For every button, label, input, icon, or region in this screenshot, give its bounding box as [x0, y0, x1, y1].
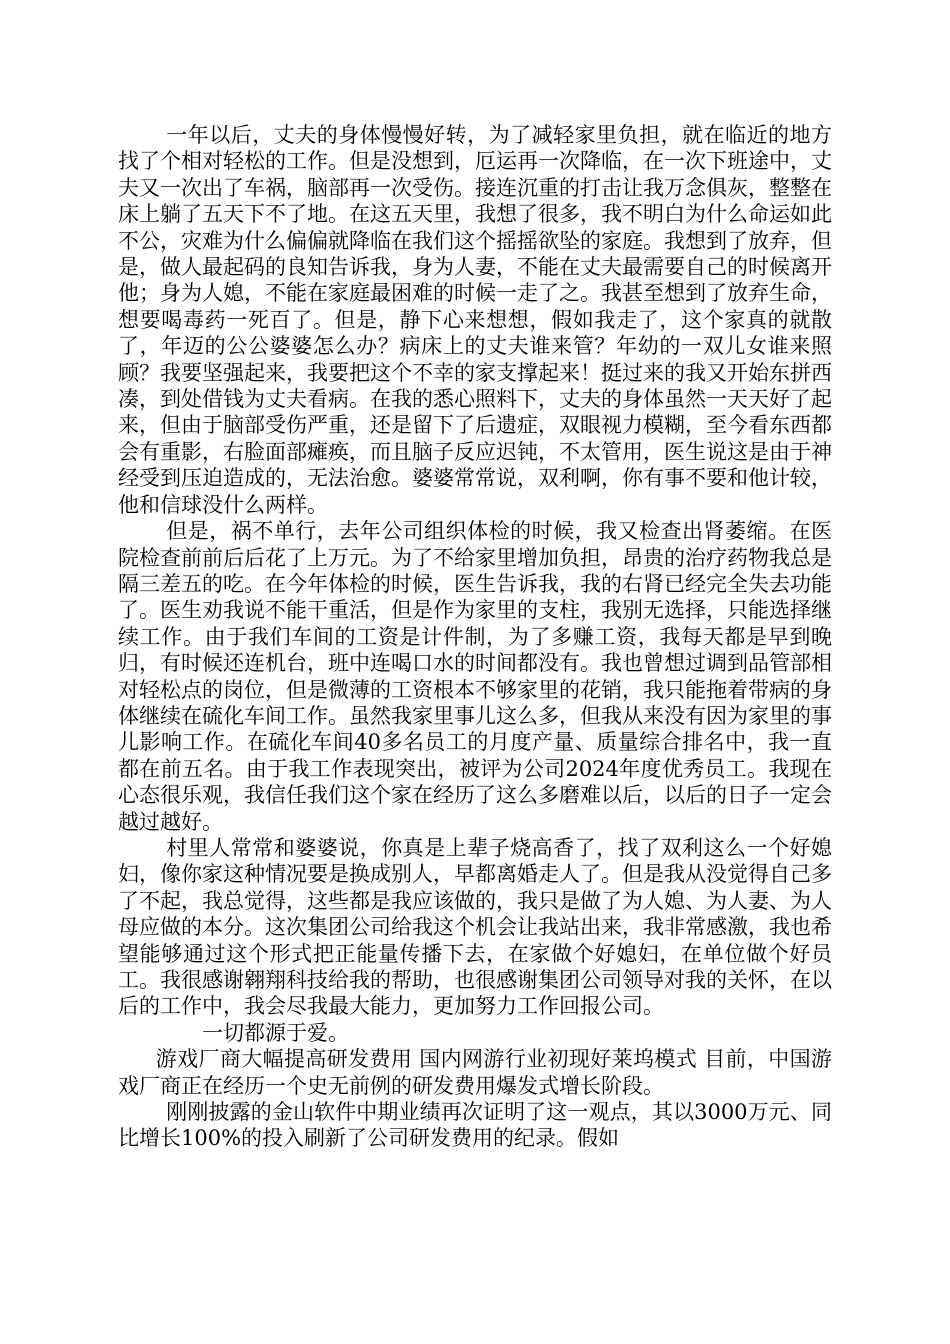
paragraph-kingsoft-results: 刚刚披露的金山软件中期业绩再次证明了这一观点，其以3000万元、同比增长100%的投入刷新了公司研发费用的纪录。假如 — [118, 1100, 832, 1151]
paragraph-game-industry-headline: 游戏厂商大幅提高研发费用 国内网游行业初现好莱坞模式 目前，中国游戏厂商正在经历一个史无前例的研发费用爆发式增长阶段。 — [118, 1047, 832, 1098]
paragraph-husband-accident: 一年以后，丈夫的身体慢慢好转，为了减轻家里负担，就在临近的地方找了个相对轻松的工作。但是没想到，厄运再一次降临，在一次下班途中，丈夫又一次出了车祸，脑部再一次受伤。接连沉重的打击让我万念俱灰，整整在床上躺了五天下不了地。在这五天里，我想了很多，我不明白为什么命运如此不公，灾难为什么偏偏就降临在我们这个摇摇欲坠的家庭。我想到了放弃，但是，做人最起码的良知告诉我，身为人妻，不能在丈夫最需要自己的时候离开他；身为人媳，不能在家庭最困难的时候一走了之。我甚至想到了放弃生命，想要喝毒药一死百了。但是，静下心来想想，假如我走了，这个家真的就散了，年迈的公公婆婆怎么办？病床上的丈夫谁来管？年幼的一双儿女谁来照顾？我要坚强起来，我要把这个不幸的家支撑起来！挺过来的我又开始东拼西凑，到处借钱为丈夫看病。在我的悉心照料下，丈夫的身体虽然一天天好了起来，但由于脑部受伤严重，还是留下了后遗症，双眼视力模糊，至今看东西都会有重影，右脸面部瘫痪，而且脑子反应迟钝，不太管用，医生说这是由于神经受到压迫造成的，无法治愈。婆婆常常说，双利啊，你有事不要和他计较，他和信球没什么两样。 — [118, 123, 832, 517]
paragraph-closing-line: 一切都源于爱。 — [202, 1020, 349, 1045]
paragraph-village-praise: 村里人常常和婆婆说，你真是上辈子烧高香了，找了双利这么一个好媳妇，像你家这种情况要是换成别人，早都离婚走人了。但是我从没觉得自己多了不起，我总觉得，这些都是我应该做的，我只是做了为人媳、为人妻、为人母应做的本分。这次集团公司给我这个机会让我站出来，我非常感激，我也希望能够通过这个形式把正能量传播下去，在家做个好媳妇，在单位做个好员工。我很感谢翱翔科技给我的帮助，也很感谢集团公司领导对我的关怀，在以后的工作中，我会尽我最大能力，更加努力工作回报公司。 — [118, 835, 832, 1019]
paragraph-kidney-illness: 但是，祸不单行，去年公司组织体检的时候，我又检查出肾萎缩。在医院检查前前后后花了上万元。为了不给家里增加负担，昂贵的治疗药物我总是隔三差五的吃。在今年体检的时候，医生告诉我，我的右肾已经完全失去功能了。医生劝我说不能干重活，但是作为家里的支柱，我别无选择，只能选择继续工作。由于我们车间的工资是计件制，为了多赚工资，我每天都是早到晚归，有时候还连机台，班中连喝口水的时间都没有。我也曾想过调到品管部相对轻松点的岗位，但是微薄的工资根本不够家里的花销，我只能拖着带病的身体继续在硫化车间工作。虽然我家里事儿这么多，但我从来没有因为家里的事儿影响工作。在硫化车间40多名员工的月度产量、质量综合排名中，我一直都在前五名。由于我工作表现突出，被评为公司2024年度优秀员工。我现在心态很乐观，我信任我们这个家在经历了这么多磨难以后，以后的日子一定会越过越好。 — [118, 519, 832, 834]
document-body — [118, 122, 832, 1152]
